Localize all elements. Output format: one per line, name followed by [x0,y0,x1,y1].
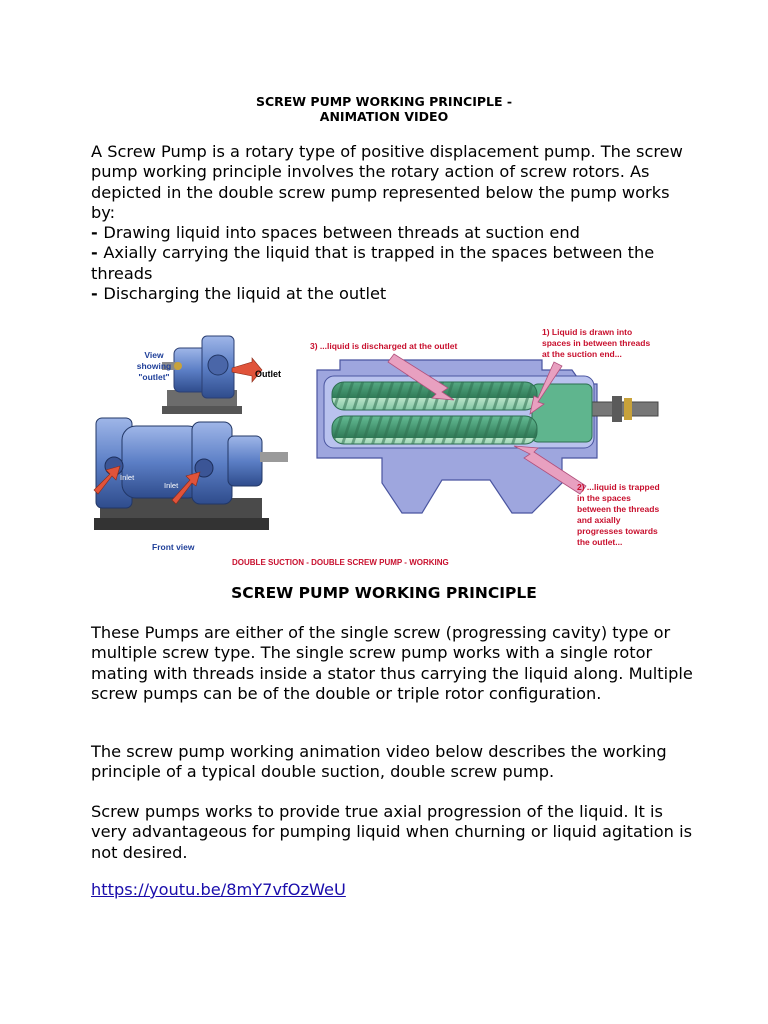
view-label-3: "outlet" [138,372,170,382]
callout-discharge: 3) ...liquid is discharged at the outlet [310,341,458,351]
bullet-dash: - [91,243,104,263]
intro-section [91,142,691,304]
title-line-1: SCREW PUMP WORKING PRINCIPLE - [255,94,513,109]
callout-trapped-6: the outlet... [577,537,623,547]
bullet-1 [91,223,691,243]
document-title [0,94,768,124]
bullet-dash: - [91,223,104,243]
callout-trapped-2: in the spaces [577,493,631,503]
paragraph-advantage: Screw pumps works to provide true axial progression of the liquid. It is very advantageous for pumping liquid when churning or liquid agitation is not desired. [91,802,693,862]
front-view-label: Front view [152,542,195,552]
callout-trapped-3: between the threads [577,504,660,514]
callout-trapped-5: progresses towards [577,526,658,536]
bullet-2 [91,243,691,284]
title-line-2: ANIMATION VIDEO [319,109,449,124]
screw-pump-illustration [92,318,682,573]
inlet-right-label: Inlet [164,481,179,490]
bullet-3 [91,284,691,304]
paragraph-types: These Pumps are either of the single screw (progressing cavity) type or multiple screw type. The single screw pump works with a single rotor mating with threads inside a stator thus carrying the liquid along. Multiple screw pumps can be of the double or triple rotor configuration. [91,623,693,703]
intro-lead: A Screw Pump is a rotary type of positive displacement pump. The screw pump working principle involves the rotary action of screw rotors. As depicted in the double screw pump represented below the pump works by: [91,142,683,222]
bullet-text: Discharging the liquid at the outlet [103,284,387,304]
bullet-text: Drawing liquid into spaces between threads at suction end [103,223,580,243]
top-view-pump [162,336,262,414]
outlet-label: Outlet [255,369,281,379]
callout-suction-1: 1) Liquid is drawn into [542,327,633,337]
view-label-1: View [144,350,164,360]
callout-trapped-4: and axially [577,515,621,525]
inlet-left-label: Inlet [120,473,135,482]
section-heading: SCREW PUMP WORKING PRINCIPLE [231,584,537,602]
bullet-dash: - [91,284,104,304]
callout-trapped-1: 2) ...liquid is trapped [577,482,660,492]
figure-caption: DOUBLE SUCTION - DOUBLE SCREW PUMP - WORKING [232,558,449,567]
bullet-text: Axially carrying the liquid that is trapped in the spaces between the threads [91,243,655,283]
youtube-link[interactable]: https://youtu.be/8mY7vfOzWeU [91,880,346,899]
view-label-2: showing [136,361,172,371]
screw-pump-figure [92,318,682,573]
callout-suction-3: at the suction end... [542,349,622,359]
callout-suction-2: spaces in between threads [542,338,651,348]
paragraph-animation: The screw pump working animation video below describes the working principle of a typical double suction, double screw pump. [91,742,667,782]
